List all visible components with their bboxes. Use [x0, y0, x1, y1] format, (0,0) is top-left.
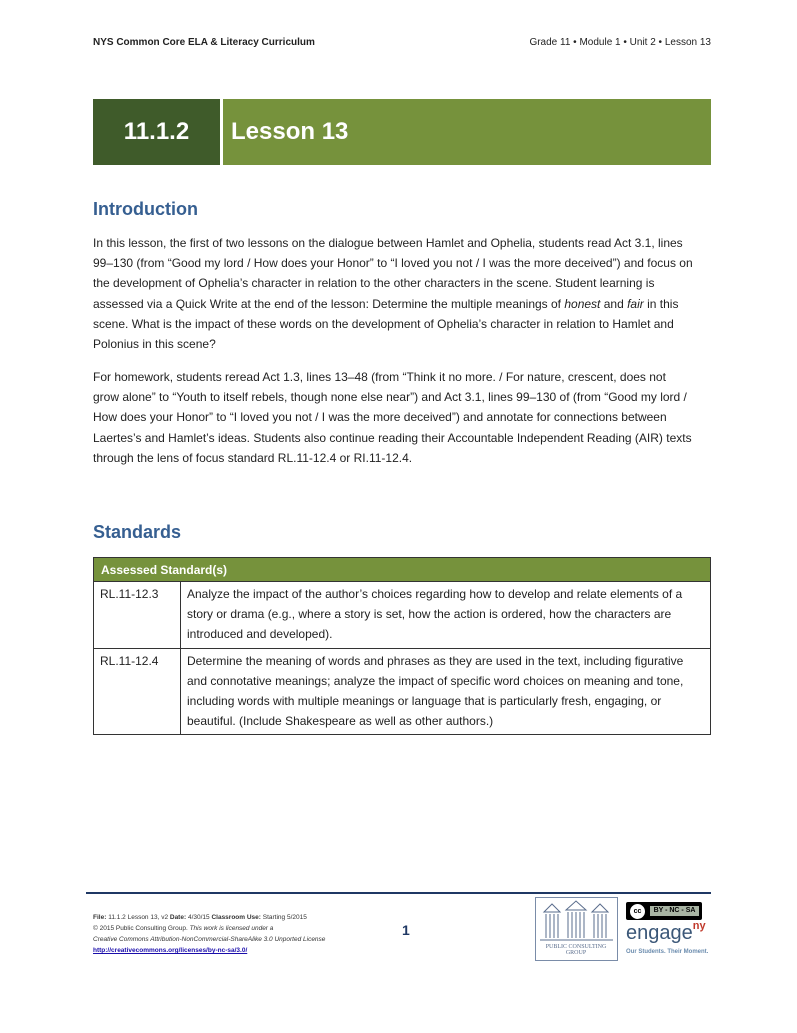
- pcg-name: PUBLIC CONSULTING: [545, 944, 607, 950]
- standard-code: RL.11-12.4: [94, 648, 181, 735]
- intro-p1-term-fair: fair: [627, 296, 644, 311]
- engageny-logo: [626, 922, 706, 945]
- footer-use-label: Classroom Use:: [211, 914, 261, 921]
- footer-file-value: 11.1.2 Lesson 13, v2: [108, 914, 169, 921]
- banner-number: 11.1.2: [93, 99, 220, 165]
- standard-description: Analyze the impact of the author’s choices regarding how to develop and relate elements of a story or drama (e.g., where a story is set, how the action is ordered, how the characters are introduced and developed).: [181, 582, 711, 649]
- footer-file-label: File:: [93, 914, 107, 921]
- building-columns-icon: [536, 898, 617, 943]
- page-number: 1: [402, 922, 410, 938]
- footer-line-1: [93, 912, 325, 923]
- table-row: [94, 582, 711, 649]
- engageny-tagline: Our Students. Their Moment.: [626, 949, 709, 955]
- intro-p1-text-a: In this lesson, the first of two lessons on the dialogue between Hamlet and Ophelia, students read Act 3.1, lines 99–130 (from “Good my lord / How does your Honor” to “I loved you not / I was the more deceived”) and focus on the development of Ophelia’s character in relation to the other characters in the scene. Student learning is assessed via a Quick Write at the end of the lesson: Determine the multiple meanings of: [93, 236, 693, 311]
- footer-line-2: [93, 923, 325, 934]
- cc-license-label: BY - NC - SA: [650, 906, 699, 916]
- footer-date-label: Date:: [169, 914, 187, 921]
- footer-license-a: This work is licensed under a: [189, 925, 274, 932]
- lesson-banner: [93, 99, 711, 165]
- standard-code: RL.11-12.3: [94, 582, 181, 649]
- footer-date-value: 4/30/15: [187, 914, 210, 921]
- creative-commons-badge: [626, 902, 702, 920]
- engage-word: engage: [626, 922, 693, 944]
- cc-icon: cc: [629, 903, 646, 920]
- intro-p1-term-honest: honest: [564, 296, 601, 311]
- standard-description: Determine the meaning of words and phrases as they are used in the text, including figurative and connotative meanings; analyze the impact of specific word choices on meaning and tone, including words with multiple meanings or language that is particularly fresh, engaging, or beautiful. (Include Shakespeare as well as other authors.): [181, 648, 711, 735]
- introduction-paragraph-2: For homework, students reread Act 1.3, lines 13–48 (from “Think it no more. / For nature, crescent, does not grow alone” to “Youth to itself rebels, though none else near”) and Act 3.1, lines 99–130 of (from “Good my lord / How does your Honor” to “I loved you not / I was the more deceived”) and annotate for connections between Laertes’s and Hamlet’s ideas. Students also continue reading their Accountable Independent Reading (AIR) texts through the lens of focus standard RL.11-12.4 or RI.11-12.4.: [93, 370, 692, 465]
- running-header-curriculum: NYS Common Core ELA & Literacy Curriculum: [93, 37, 315, 48]
- footer-license-b: Creative Commons Attribution-NonCommercial-ShareAlike 3.0 Unported License: [93, 936, 326, 943]
- banner-title: Lesson 13: [223, 99, 711, 165]
- introduction-heading: Introduction: [93, 199, 198, 219]
- introduction-paragraph-1: [93, 233, 693, 354]
- running-header-lesson: Grade 11 • Module 1 • Unit 2 • Lesson 13: [529, 37, 711, 48]
- footer-file-info: [93, 912, 325, 956]
- intro-p1-text-c: in this scene. What is the impact of these words on the development of Ophelia’s character in relation to Hamlet and Polonius in this scene?: [93, 296, 679, 352]
- table-row: [94, 648, 711, 735]
- standards-table-header-row: [94, 558, 711, 582]
- standards-table: [93, 557, 711, 735]
- footer-license-link[interactable]: http://creativecommons.org/licenses/by-nc-sa/3.0/: [93, 947, 248, 954]
- footer-divider: [86, 892, 711, 894]
- engage-ny: ny: [692, 920, 706, 932]
- pcg-sub: GROUP: [565, 950, 587, 956]
- pcg-logo-text: [538, 944, 614, 956]
- intro-p1-text-b: and: [600, 296, 628, 311]
- standards-heading: Standards: [93, 522, 182, 542]
- footer-use-value: Starting 5/2015: [262, 914, 307, 921]
- standards-table-header: Assessed Standard(s): [94, 558, 711, 582]
- footer-copyright: © 2015 Public Consulting Group.: [93, 925, 188, 932]
